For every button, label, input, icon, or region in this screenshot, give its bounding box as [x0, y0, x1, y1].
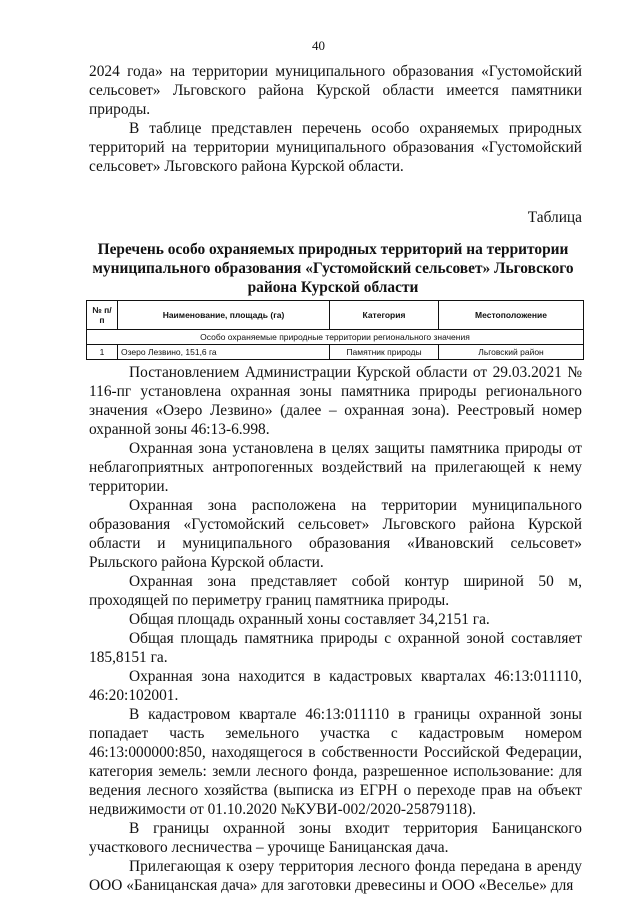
table-row: [87, 345, 584, 360]
body-paragraph: Охранная зона расположена на территории муниципального образования «Густомойский сельсовет» Льговского района Курской области и муниципального образования «Ивановский сельсовет» Рыльского района Курской области.: [89, 497, 582, 571]
cell-number: 1: [87, 345, 118, 360]
body-paragraph: Охранная зона представляет собой контур шириной 50 м, проходящей по периметру границ памятника природы.: [89, 573, 582, 609]
group-label: Особо охраняемые природные территории регионального значения: [87, 330, 584, 345]
cell-location: Льговский район: [439, 345, 584, 360]
page-number: 40: [312, 38, 325, 53]
protected-areas-table: [86, 300, 584, 360]
body-paragraph: Общая площадь памятника природы с охранной зоной составляет 185,8151 га.: [89, 630, 582, 666]
body-paragraph: В кадастровом квартале 46:13:011110 в границы охранной зоны попадает часть земельного участка с кадастровым номером 46:13:000000:850, находящегося в собственности Российской Федерации, категория земель: земли лесного фонда, разрешенное использование: для ведения лесного хозяйства (выписка из ЕГРН о переходе прав на объект недвижимости от 01.10.2020 №КУВИ-002/2020-25879118).: [89, 706, 582, 818]
body-paragraph: Постановлением Администрации Курской области от 29.03.2021 № 116-пг установлена охранная зоны памятника природы регионального значения «Озеро Лезвино» (далее – охранная зона). Реестровый номер охранной зоны 46:13-6.998.: [89, 364, 582, 438]
table-header-row: [87, 301, 584, 330]
table-label: Таблица: [527, 209, 582, 226]
body-text: [89, 363, 582, 895]
body-paragraph: Охранная зона установлена в целях защиты памятника природы от неблагоприятных антропогенных воздействий на прилегающей к нему территории.: [89, 440, 582, 495]
cell-name: Озеро Лезвино, 151,6 га: [118, 345, 330, 360]
body-paragraph: Прилегающая к озеру территория лесного фонда передана в аренду ООО «Баницанская дача» для заготовки древесины и ООО «Веселье» для: [89, 858, 582, 894]
header-location: Местоположение: [439, 301, 584, 330]
body-paragraph: В границы охранной зоны входит территория Баницанского участкового лесничества – урочище Баницанская дача.: [89, 820, 582, 856]
intro-text: [89, 62, 582, 176]
table-group-row: [87, 330, 584, 345]
header-name: Наименование, площадь (га): [118, 301, 330, 330]
header-number: № п/п: [87, 301, 118, 330]
header-category: Категория: [330, 301, 439, 330]
cell-category: Памятник природы: [330, 345, 439, 360]
intro-paragraph-2: В таблице представлен перечень особо охраняемых природных территорий на территории муниципального образования «Густомойский сельсовет» Льговского района Курской области.: [89, 120, 582, 175]
table-title: Перечень особо охраняемых природных территорий на территории муниципального образования «Густомойский сельсовет» Льговского района Курской области: [92, 241, 574, 296]
intro-paragraph-1: 2024 года» на территории муниципального образования «Густомойский сельсовет» Льговского района Курской области имеется памятники природы.: [89, 63, 582, 118]
body-paragraph: Общая площадь охранный хоны составляет 34,2151 га.: [129, 611, 490, 628]
body-paragraph: Охранная зона находится в кадастровых кварталах 46:13:011110, 46:20:102001.: [89, 668, 582, 704]
